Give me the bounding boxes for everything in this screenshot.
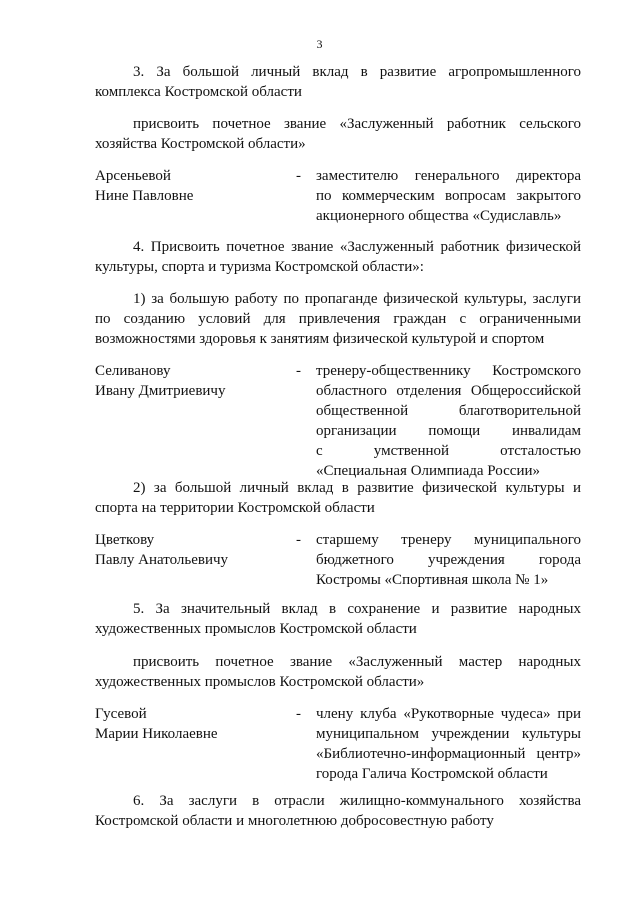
position-line: бюджетного учреждения города xyxy=(316,552,581,568)
position-line: Костромы «Спортивная школа № 1» xyxy=(316,572,549,588)
awardee-given-names: Марии Николаевне xyxy=(95,726,218,742)
position-line: города Галича Костромской области xyxy=(316,766,548,782)
awardee-entry-arsenyeva xyxy=(95,166,581,226)
awardee-entry-guseva xyxy=(95,704,581,784)
page-number: 3 xyxy=(316,37,323,51)
awardee-position xyxy=(316,361,581,481)
position-line: по коммерческим вопросам закрытого xyxy=(316,188,581,204)
position-line: с умственной отсталостью xyxy=(316,443,581,459)
paragraph-line: комплекса Костромской области xyxy=(95,84,302,100)
awardee-given-names: Ивану Дмитриевичу xyxy=(95,383,226,399)
position-line: общественной благотворительной xyxy=(316,403,581,419)
position-line: заместителю генерального директора xyxy=(316,168,581,184)
section-5-paragraph xyxy=(95,599,581,639)
paragraph-line: 1) за большую работу по пропаганде физической культуры, заслуги xyxy=(133,291,581,307)
awardee-position xyxy=(316,530,581,590)
position-line: члену клуба «Рукотворные чудеса» при xyxy=(316,706,581,722)
paragraph-line: 5. За значительный вклад в сохранение и развитие народных xyxy=(133,601,581,617)
awardee-surname: Арсеньевой xyxy=(95,168,171,184)
section-4-paragraph xyxy=(95,237,581,277)
paragraph-line: 6. За заслуги в отрасли жилищно-коммунального хозяйства xyxy=(133,793,581,809)
position-line: тренеру-общественнику Костромского xyxy=(316,363,581,379)
position-line: старшему тренеру муниципального xyxy=(316,532,581,548)
paragraph-line: художественных промыслов Костромской области xyxy=(95,621,417,637)
position-line: акционерного общества «Судиславль» xyxy=(316,208,562,224)
awardee-given-names: Павлу Анатольевичу xyxy=(95,552,229,568)
position-line: «Специальная Олимпиада России» xyxy=(316,463,540,479)
awardee-position xyxy=(316,166,581,226)
awardee-entry-selivanov xyxy=(95,361,581,481)
paragraph-line: 3. За большой личный вклад в развитие агропромышленного xyxy=(133,64,581,80)
awardee-entry-tsvetkov xyxy=(95,530,581,590)
section-4-1-paragraph xyxy=(95,289,581,349)
paragraph-line: художественных промыслов Костромской области» xyxy=(95,674,425,690)
section-4-2-paragraph xyxy=(95,478,581,518)
awardee-given-names: Нине Павловне xyxy=(95,188,194,204)
paragraph-line: по созданию условий для привлечения граждан с ограниченными xyxy=(95,311,581,327)
awardee-name xyxy=(95,166,285,206)
dash-separator: - xyxy=(296,706,301,722)
section-5-assign-paragraph xyxy=(95,652,581,692)
paragraph-line: присвоить почетное звание «Заслуженный работник сельского xyxy=(133,116,581,132)
position-line: организации помощи инвалидам xyxy=(316,423,581,439)
awardee-position xyxy=(316,704,581,784)
awardee-surname: Селиванову xyxy=(95,363,171,379)
awardee-surname: Гусевой xyxy=(95,706,147,722)
paragraph-line: хозяйства Костромской области» xyxy=(95,136,306,152)
dash-separator: - xyxy=(296,532,301,548)
paragraph-line: Костромской области и многолетнюю добросовестную работу xyxy=(95,813,494,829)
paragraph-line: 2) за большой личный вклад в развитие физической культуры и xyxy=(133,480,581,496)
awardee-name xyxy=(95,704,285,744)
paragraph-line: культуры, спорта и туризма Костромской области»: xyxy=(95,259,424,275)
position-line: муниципальном учреждении культуры xyxy=(316,726,581,742)
paragraph-line: присвоить почетное звание «Заслуженный мастер народных xyxy=(133,654,581,670)
awardee-surname: Цветкову xyxy=(95,532,155,548)
position-line: областного отделения Общероссийской xyxy=(316,383,581,399)
paragraph-line: возможностями здоровья к занятиям физической культурой и спортом xyxy=(95,331,545,347)
paragraph-line: 4. Присвоить почетное звание «Заслуженный работник физической xyxy=(133,239,581,255)
dash-separator: - xyxy=(296,363,301,379)
section-6-paragraph xyxy=(95,791,581,831)
position-line: «Библиотечно-информационный центр» xyxy=(316,746,581,762)
section-3-assign-paragraph xyxy=(95,114,581,154)
dash-separator: - xyxy=(296,168,301,184)
section-3-paragraph xyxy=(95,62,581,102)
awardee-name xyxy=(95,530,285,570)
paragraph-line: спорта на территории Костромской области xyxy=(95,500,375,516)
awardee-name xyxy=(95,361,285,401)
